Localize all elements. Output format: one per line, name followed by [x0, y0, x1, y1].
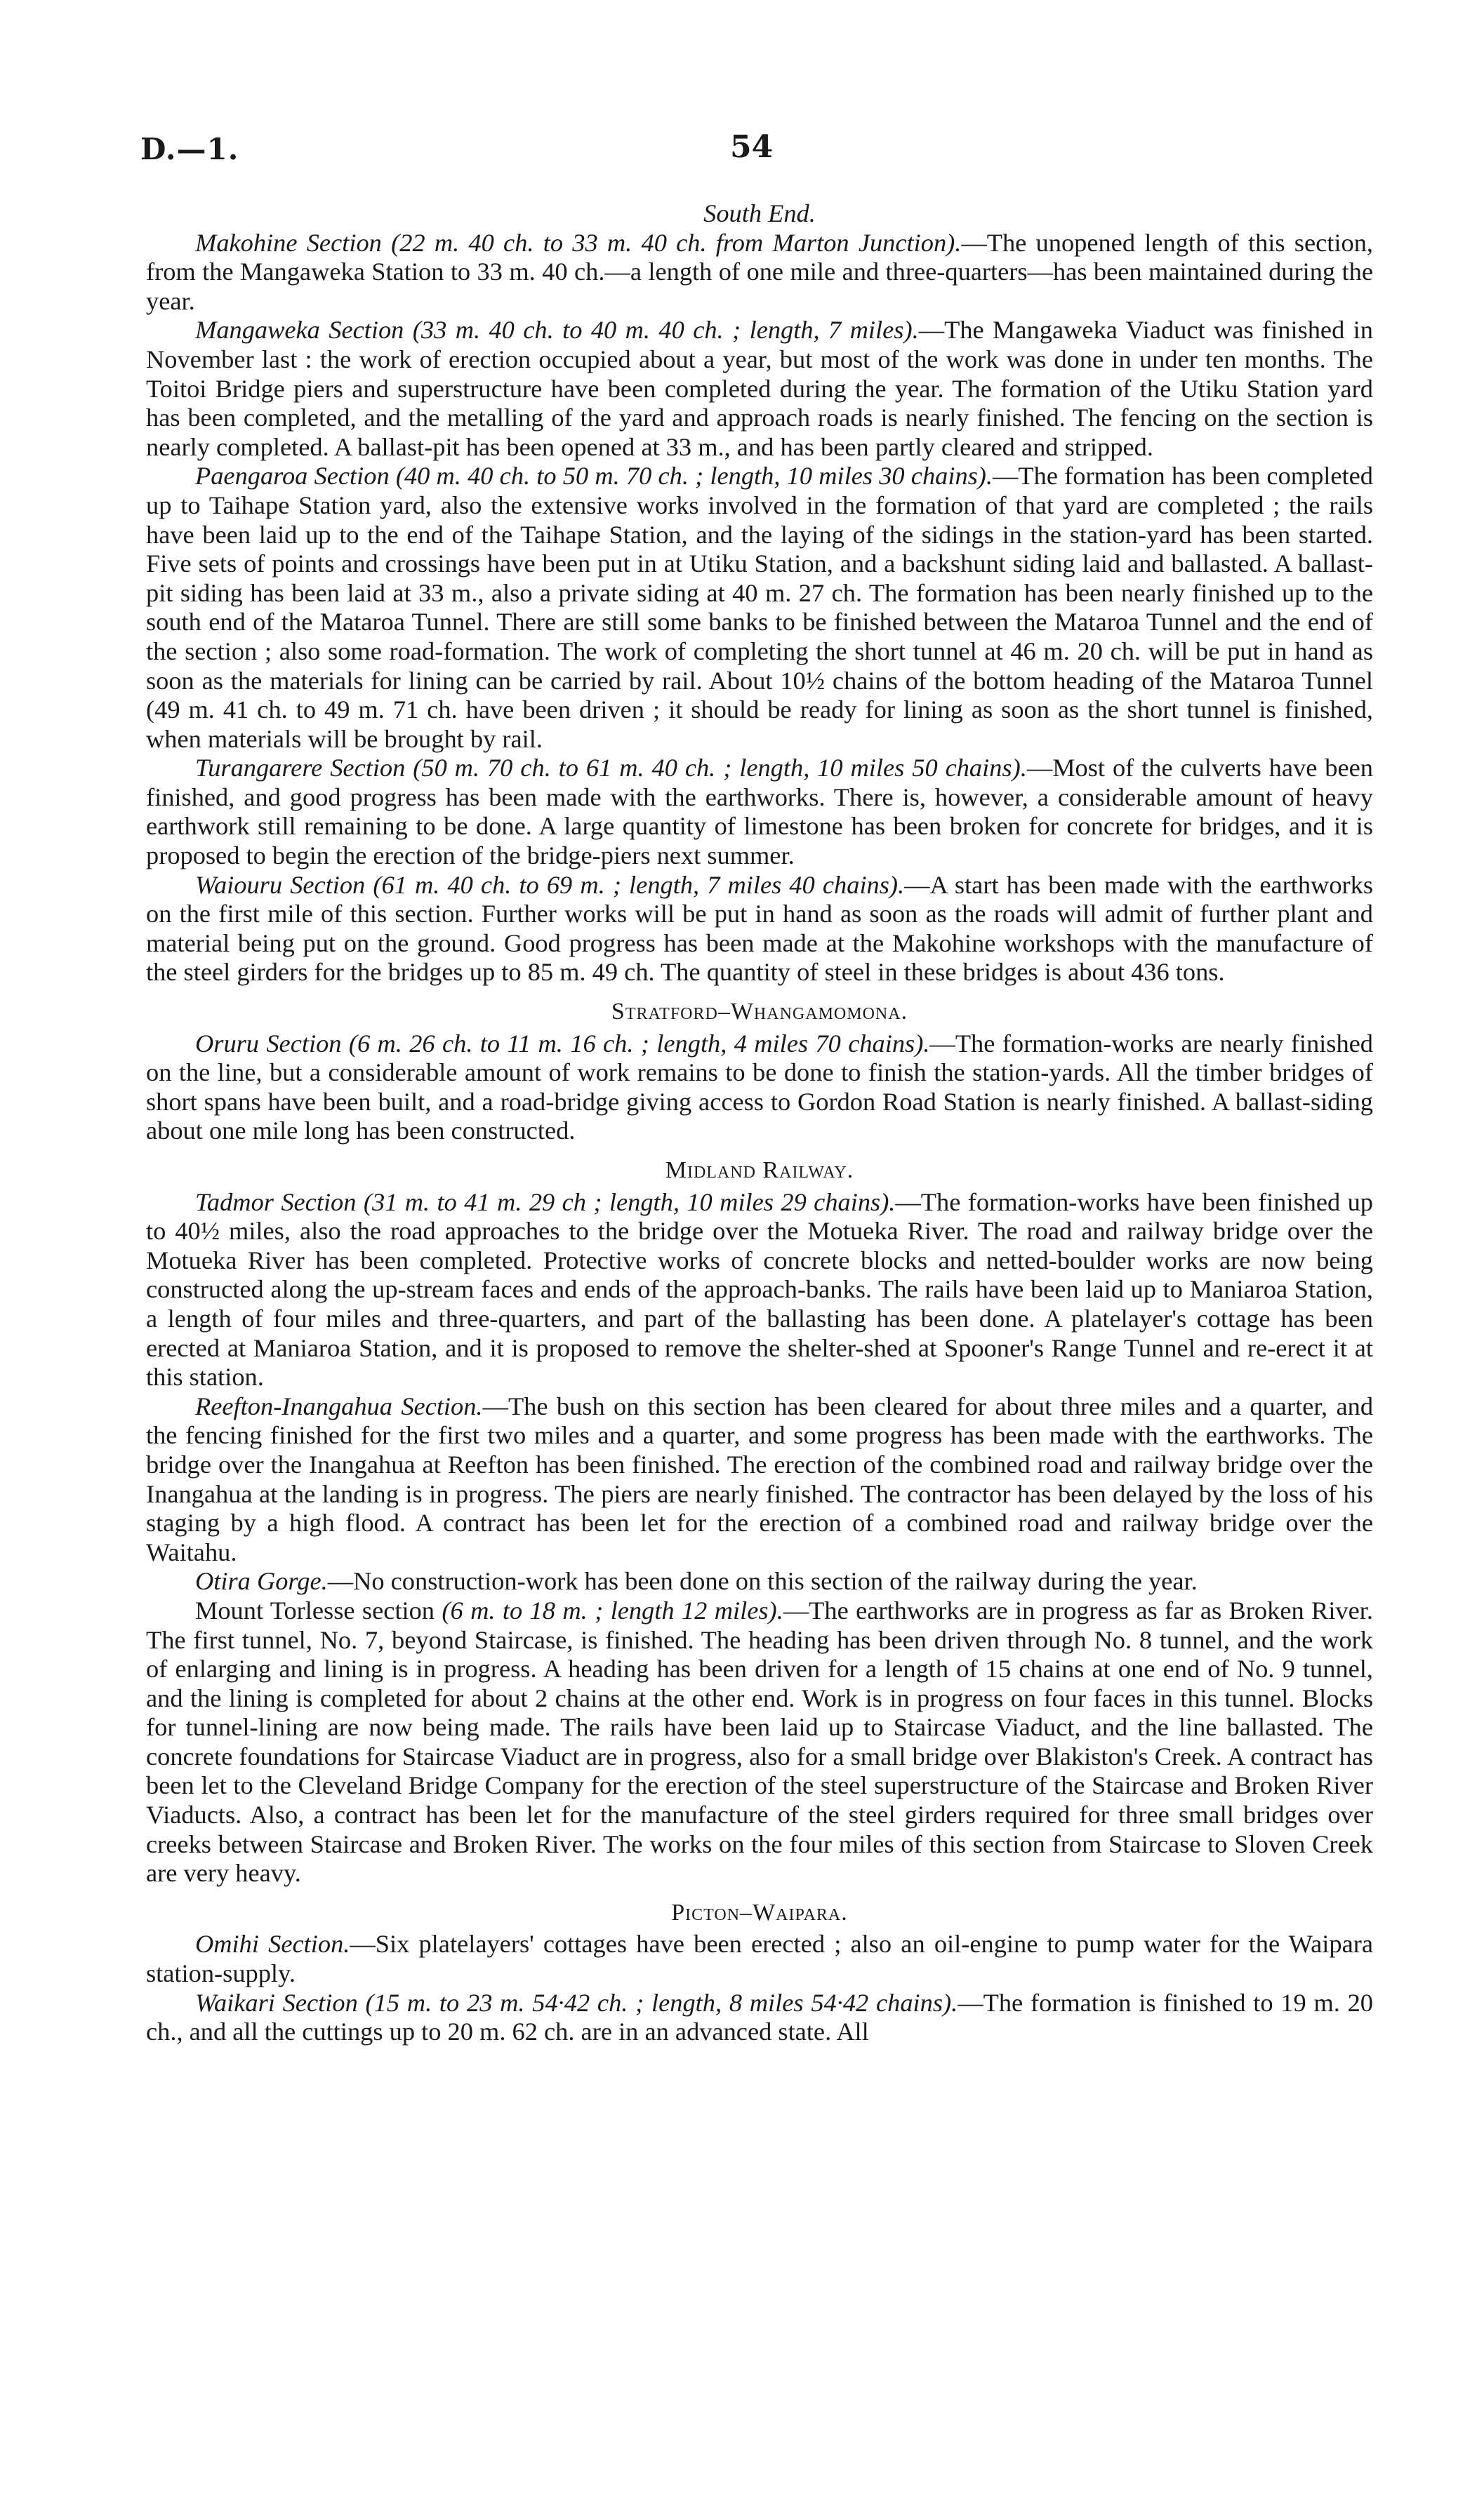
paragraph-text: —The Mangaweka Viaduct was finished in November last : the work of erection occupied about a year, but most of the work was done in under ten months. The Toitoi Bridge piers and superstructure have been completed during the year. The formation of the Utiku Station yard has been completed, and the metalling of the yard and approach roads is nearly finished. The fencing on the section is nearly completed. A ballast-pit has been opened at 33 m., and has been partly cleared and stripped. — [146, 316, 1373, 461]
section-heading: Picton–Waipara. — [671, 1899, 848, 1926]
paragraph-text: —The bush on this section has been cleared for about three miles and a quarter, and the fencing finished for the first two miles and a quarter, and some progress has been made with the earthworks. The bridge over the Inangahua at Reefton has been finished. The erection of the combined road and railway bridge over the Inangahua at the landing is in progress. The piers are nearly finished. The contractor has been delayed by the loss of his staging by a high flood. A contract has been let for the erection of a combined road and railway bridge over the Waitahu. — [146, 1392, 1374, 1566]
paragraph-text: —Most of the culverts have been finished, and good progress has been made with the earthworks. There is, however, a considerable amount of heavy earthwork still remaining to be done. A large quantity of limestone has been broken for concrete for bridges, and it is proposed to begin the erection of the bridge-piers next summer. — [146, 754, 1373, 870]
section-heading: South End. — [703, 199, 816, 227]
section-title: Waikari Section (15 m. to 23 m. 54·42 ch. ; length, 8 miles 54·42 chains). — [195, 1988, 958, 2017]
paragraph — [146, 1596, 1373, 1888]
paragraph — [146, 229, 1373, 316]
section-title: Waiouru Section (61 m. 40 ch. to 69 m. ; length, 7 miles 40 chains). — [195, 870, 905, 899]
paragraph — [146, 1392, 1373, 1568]
paragraph — [146, 1930, 1373, 1988]
section-title: Reefton-Inangahua Section. — [195, 1392, 483, 1420]
section-heading: Midland Railway. — [665, 1157, 854, 1183]
paragraph-text: —The formation is finished to 19 m. 20 ch., and all the cuttings up to 20 m. 62 ch. are in an advanced state. All — [146, 1988, 1374, 2046]
document-reference: D.—1. — [140, 132, 239, 166]
paragraph — [146, 871, 1373, 987]
section-title: Otira Gorge. — [195, 1567, 328, 1596]
paragraph-text: —The earthworks are in progress as far as Broken River. The first tunnel, No. 7, beyond Staircase, is finished. The heading has been driven through No. 8 tunnel, and the work of enlarging and lining is in progress. A heading has been driven for a length of 15 chains at one end of No. 9 tunnel, and the lining is completed for about 2 chains at the other end. Work is in progress on four faces in this tunnel. Blocks for tunnel-lining are now being made. The rails have been laid up to Staircase Viaduct, and the line ballasted. The concrete foundations for Staircase Viaduct are in progress, also for a small bridge over Blakiston's Creek. A contract has been let to the Cleveland Bridge Company for the erection of the steel superstructure of the Staircase and Broken River Viaducts. Also, a contract has been let for the manufacture of the steel girders required for three small bridges over creeks between Staircase and Broken River. The works on the four miles of this section from Staircase to Sloven Creek are very heavy. — [146, 1596, 1373, 1888]
paragraph — [146, 1567, 1373, 1596]
paragraph — [146, 1188, 1373, 1392]
paragraph-text: —The formation-works are nearly finished on the line, but a considerable amount of work remains to be done to finish the station-yards. All the timber bridges of short spans have been built, and a road-bridge giving access to Gordon Road Station is nearly finished. A ballast-siding about one mile long has been constructed. — [146, 1029, 1373, 1145]
paragraph-text: —No construction-work has been done on this section of the railway during the year. — [327, 1567, 1198, 1596]
section-title: Omihi Section. — [195, 1930, 350, 1959]
paragraph-text: —The formation has been completed up to Taihape Station yard, also the extensive works involved in the formation of that yard are completed ; the rails have been laid up to the end of the Taihape Station, and the laying of the sidings in the station-yard has been started. Five sets of points and crossings have been put in at Utiku Station, and a backshunt siding laid and ballasted. A ballast-pit siding has been laid at 33 m., also a private siding at 40 m. 27 ch. The formation has been nearly finished up to the south end of the Mataroa Tunnel. There are still some banks to be finished between the Mataroa Tunnel and the end of the section ; also some road-formation. The work of completing the short tunnel at 46 m. 20 ch. will be put in hand as soon as the materials for lining can be carried by rail. About 10½ chains of the bottom heading of the Mataroa Tunnel (49 m. 41 ch. to 49 m. 71 ch. have been driven ; it should be ready for lining as soon as the short tunnel is finished, when materials will be brought by rail. — [146, 462, 1373, 753]
paragraph-lead: Mount Torlesse section — [195, 1596, 442, 1625]
paragraph — [146, 1029, 1373, 1146]
section-heading: Stratford–Whangamomona. — [611, 999, 908, 1025]
document-body — [146, 199, 1373, 2047]
section-title: Turangarere Section (50 m. 70 ch. to 61 m. 40 ch. ; length, 10 miles 50 chains). — [195, 754, 1027, 782]
paragraph-text: —The unopened length of this section, from the Mangaweka Station to 33 m. 40 ch.—a length of one mile and three-quarters—has been maintained during the year. — [146, 228, 1373, 315]
section-title: Mangaweka Section (33 m. 40 ch. to 40 m. 40 ch. ; length, 7 miles). — [195, 316, 919, 345]
paragraph-text: —The formation-works have been finished up to 40½ miles, also the road approaches to the bridge over the Motueka River. The road and railway bridge over the Motueka River has been completed. Protective works of concrete blocks and netted-boulder works are now being constructed along the up-stream faces and ends of the approach-banks. The rails have been laid up to Maniaroa Station, a length of four miles and three-quarters, and part of the ballasting has been done. A platelayer's cottage has been erected at Maniaroa Station, and it is proposed to remove the shelter-shed at Spooner's Range Tunnel and re-erect it at this station. — [146, 1187, 1373, 1392]
paragraph — [146, 316, 1373, 462]
paragraph — [146, 1989, 1373, 2047]
section-title: Tadmor Section (31 m. to 41 m. 29 ch ; length, 10 miles 29 chains). — [195, 1187, 896, 1216]
page-number: 54 — [730, 129, 774, 165]
section-title: (6 m. to 18 m. ; length 12 miles). — [442, 1596, 783, 1625]
paragraph-text: —Six platelayers' cottages have been erected ; also an oil-engine to pump water for the Waipara station-supply. — [146, 1930, 1373, 1988]
section-title: Paengaroa Section (40 m. 40 ch. to 50 m. 70 ch. ; length, 10 miles 30 chains). — [195, 462, 993, 491]
paragraph-text: —A start has been made with the earthworks on the first mile of this section. Further works will be put in hand as soon as the roads will admit of further plant and material being put on the ground. Good progress has been made at the Makohine workshops with the manufacture of the steel girders for the bridges up to 85 m. 49 ch. The quantity of steel in these bridges is about 436 tons. — [146, 870, 1373, 987]
section-title: Oruru Section (6 m. 26 ch. to 11 m. 16 ch. ; length, 4 miles 70 chains). — [195, 1029, 930, 1058]
paragraph — [146, 754, 1373, 870]
section-title: Makohine Section (22 m. 40 ch. to 33 m. 40 ch. from Marton Junction). — [195, 228, 962, 257]
paragraph — [146, 462, 1373, 754]
